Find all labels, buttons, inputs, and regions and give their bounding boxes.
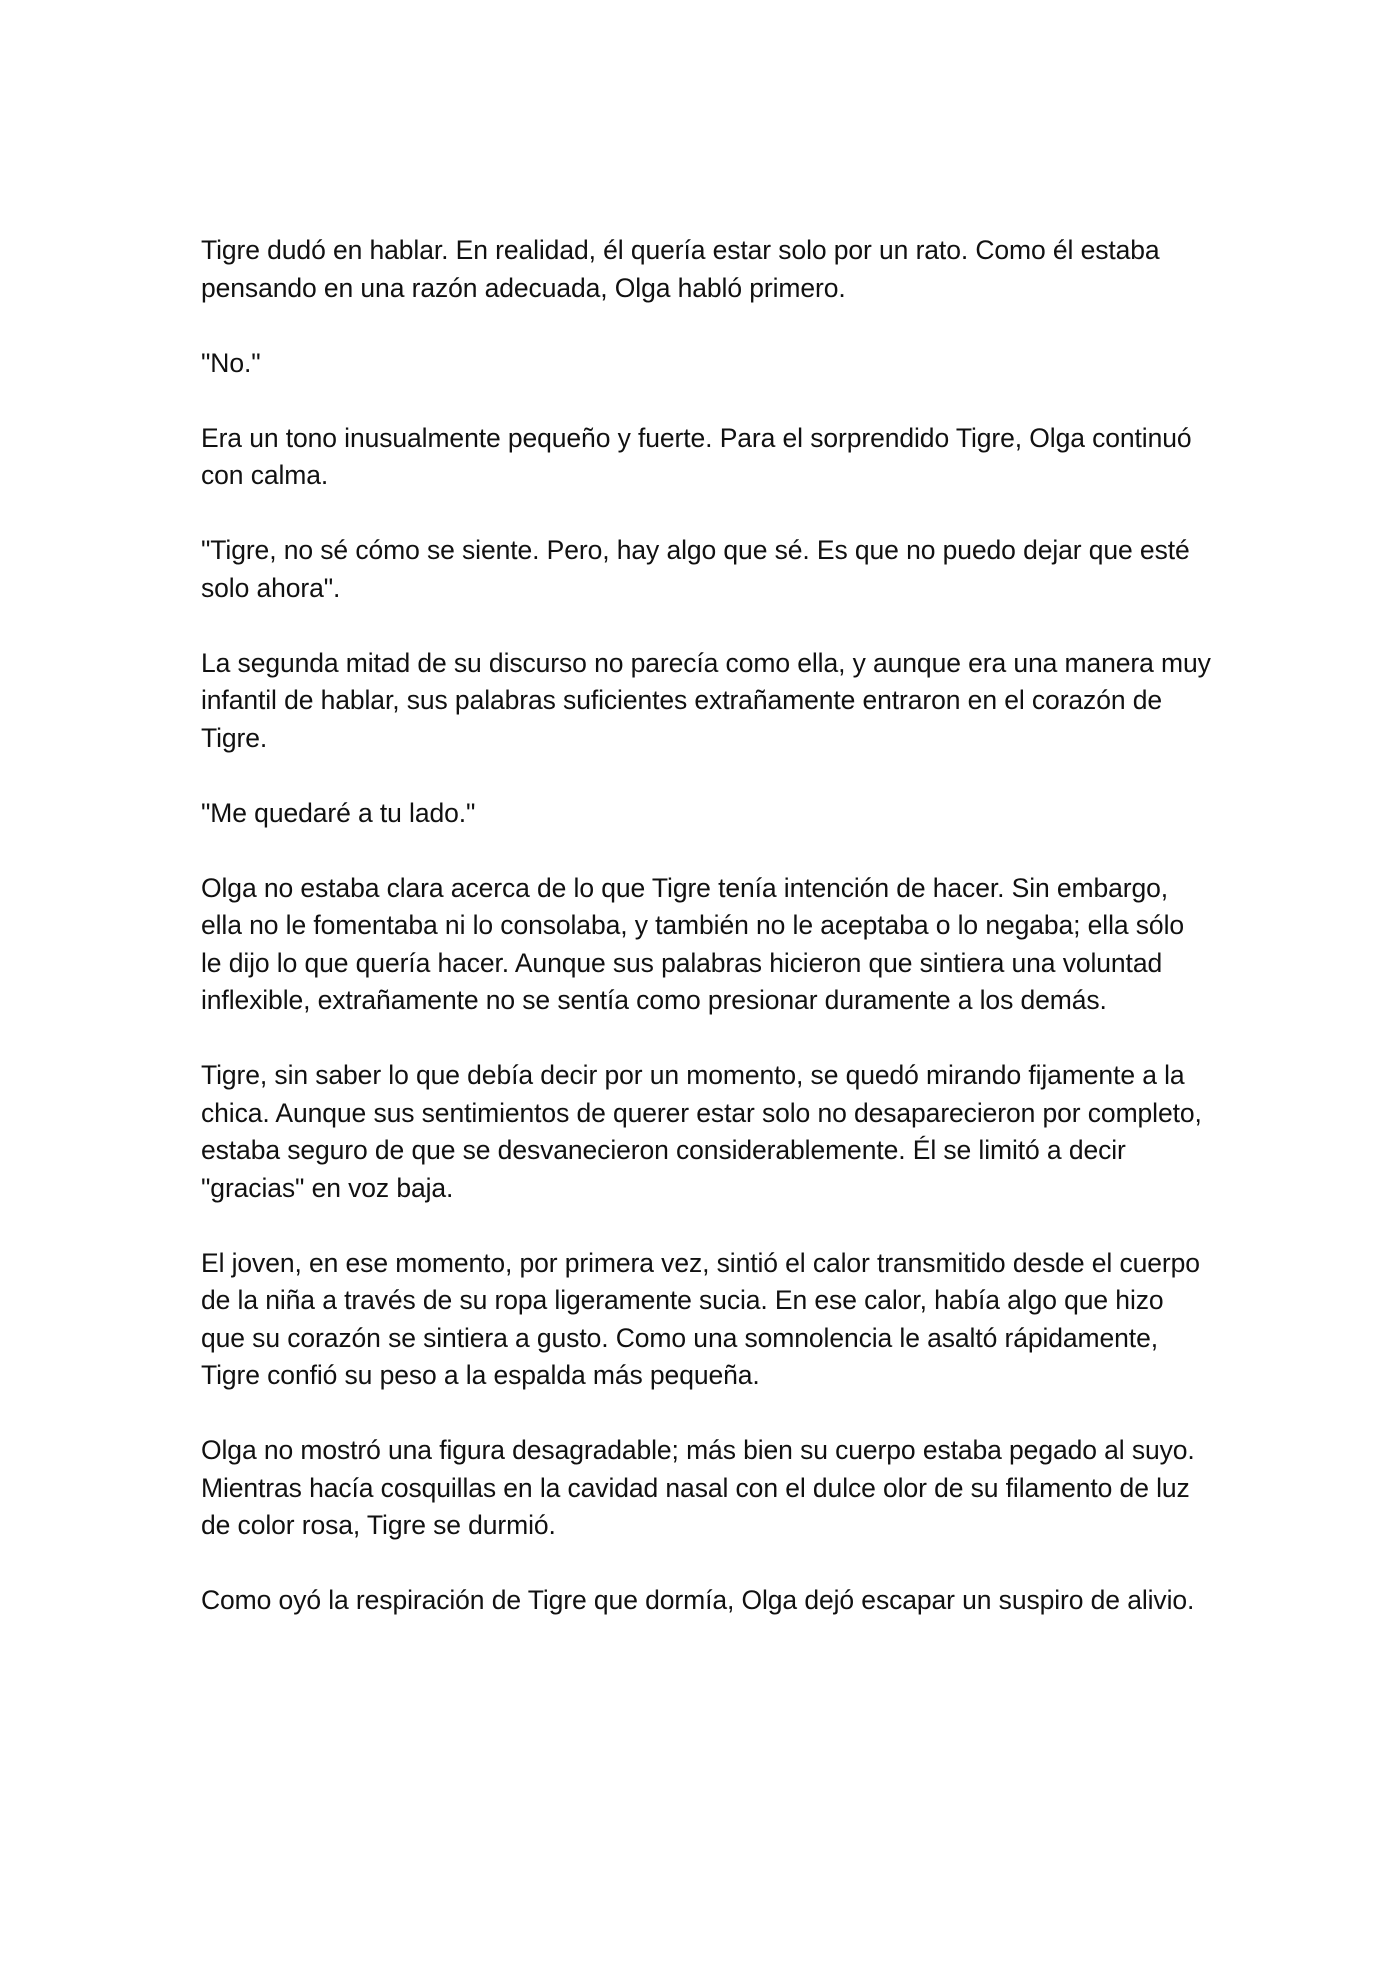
paragraph: Era un tono inusualmente pequeño y fuerte. Para el sorprendido Tigre, Olga continuó con calma. — [201, 422, 1192, 490]
paragraph: "No." — [201, 347, 261, 378]
paragraph: Tigre dudó en hablar. En realidad, él quería estar solo por un rato. Como él estaba pensando en una razón adecuada, Olga habló primero. — [201, 235, 1160, 303]
paragraph: Tigre, sin saber lo que debía decir por un momento, se quedó mirando fijamente a la chica. Aunque sus sentimientos de querer estar solo no desaparecieron por completo, estaba seguro de que se desvanecieron considerablemente. Él se limitó a decir "gracias" en voz baja. — [201, 1060, 1202, 1203]
paragraph: La segunda mitad de su discurso no parecía como ella, y aunque era una manera muy infantil de hablar, sus palabras suficientes extrañamente entraron en el corazón de Tigre. — [201, 647, 1211, 753]
paragraph: El joven, en ese momento, por primera vez, sintió el calor transmitido desde el cuerpo de la niña a través de su ropa ligeramente sucia. En ese calor, había algo que hizo que su corazón se sintiera a gusto. Como una somnolencia le asaltó rápidamente, Tigre confió su peso a la espalda más pequeña. — [201, 1247, 1200, 1390]
paragraph: Olga no estaba clara acerca de lo que Tigre tenía intención de hacer. Sin embargo, ella no le fomentaba ni lo consolaba, y también no le aceptaba o lo negaba; ella sólo le dijo lo que quería hacer. Aunque sus palabras hicieron que sintiera una voluntad inflexible, extrañamente no se sentía como presionar duramente a los demás. — [201, 872, 1184, 1015]
paragraph: "Tigre, no sé cómo se siente. Pero, hay algo que sé. Es que no puedo dejar que esté solo ahora". — [201, 535, 1190, 603]
paragraph: "Me quedaré a tu lado." — [201, 797, 476, 828]
paragraph: Como oyó la respiración de Tigre que dormía, Olga dejó escapar un suspiro de alivio. — [201, 1585, 1195, 1615]
document-body — [201, 232, 1211, 1620]
paragraph: Olga no mostró una figura desagradable; más bien su cuerpo estaba pegado al suyo. Mientras hacía cosquillas en la cavidad nasal con el dulce olor de su filamento de luz de color rosa, Tigre se durmió. — [201, 1435, 1195, 1540]
